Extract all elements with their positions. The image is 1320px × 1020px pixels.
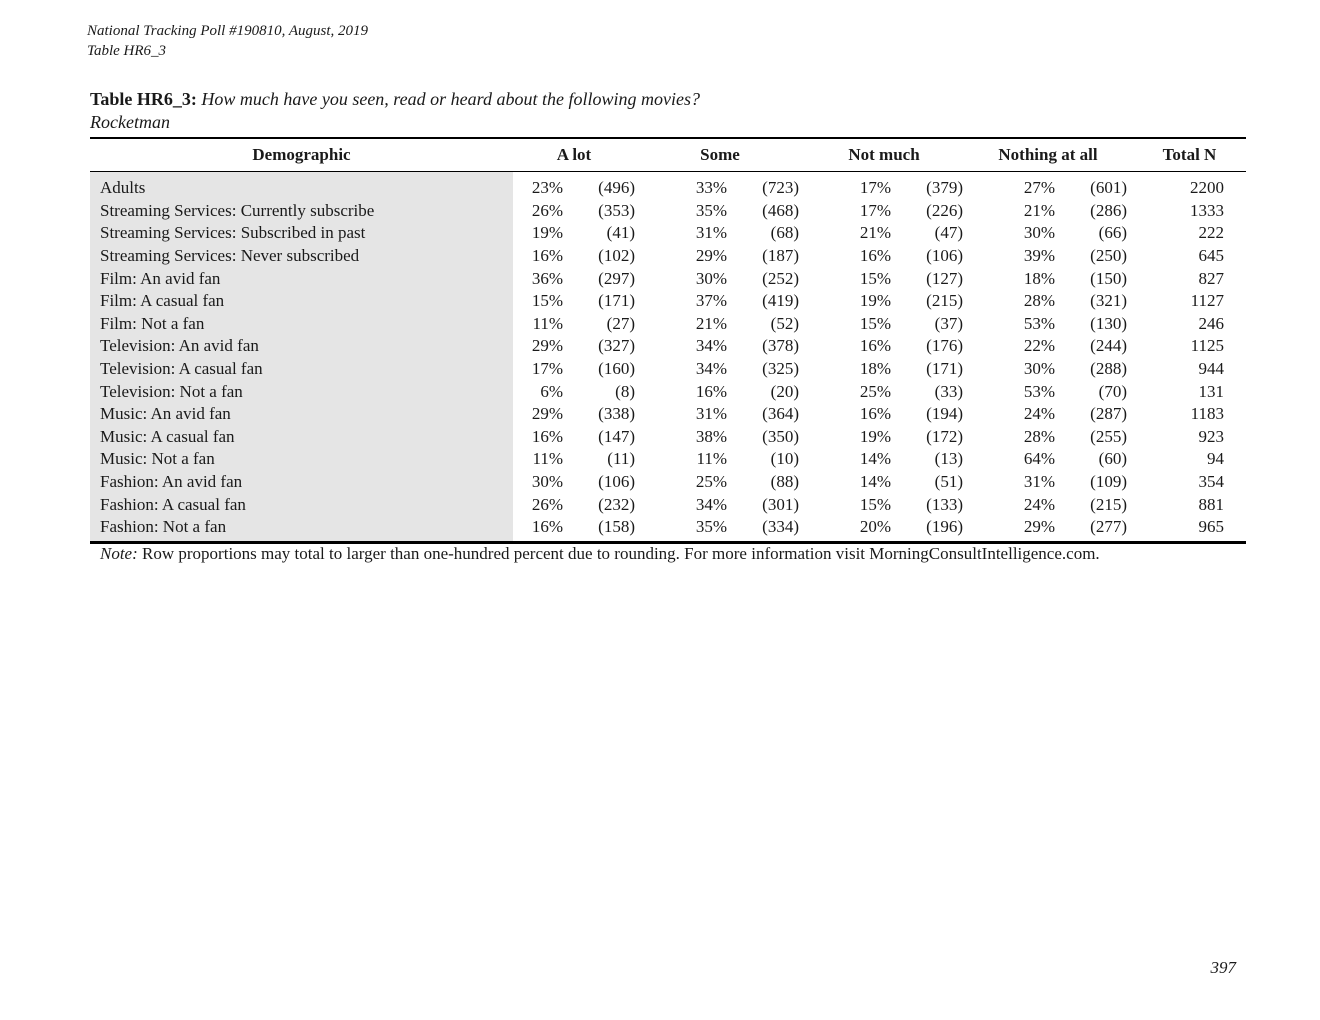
table-row: [90, 267, 1246, 290]
nothing-pct: 30%: [1023, 223, 1055, 243]
a-lot-pct: 6%: [540, 381, 563, 401]
nothing-pct: 28%: [1023, 426, 1055, 446]
not-much-count: (379): [926, 178, 963, 198]
nothing-count: (66): [1098, 223, 1127, 243]
not-much-count: (127): [926, 268, 963, 288]
a-lot-pct: 30%: [531, 472, 563, 492]
nothing-count: (601): [1090, 178, 1127, 198]
a-lot-pct: 19%: [531, 223, 563, 243]
some-count: (419): [762, 291, 799, 311]
some-pct: 29%: [695, 246, 727, 266]
a-lot-count: (147): [598, 426, 635, 446]
not-much-count: (106): [926, 246, 963, 266]
some-count: (334): [762, 517, 799, 537]
table-row: [90, 448, 1246, 471]
not-much-count: (215): [926, 291, 963, 311]
a-lot-pct: 16%: [531, 246, 563, 266]
not-much-count: (13): [934, 449, 963, 469]
table-question: How much have you seen, read or heard about the following movies?: [201, 89, 700, 109]
nothing-pct: 53%: [1023, 381, 1055, 401]
crosstab-table: [90, 137, 1246, 544]
a-lot-count: (27): [606, 313, 635, 333]
some-pct: 35%: [695, 517, 727, 537]
row-label: Fashion: Not a fan: [90, 516, 513, 542]
a-lot-pct: 36%: [531, 268, 563, 288]
some-pct: 34%: [695, 359, 727, 379]
not-much-count: (176): [926, 336, 963, 356]
some-count: (68): [770, 223, 799, 243]
not-much-pct: 15%: [859, 313, 891, 333]
not-much-pct: 20%: [859, 517, 891, 537]
row-label: Adults: [90, 172, 513, 200]
nothing-count: (130): [1090, 313, 1127, 333]
total-n: 965: [1198, 517, 1224, 537]
nothing-count: (250): [1090, 246, 1127, 266]
nothing-pct: 30%: [1023, 359, 1055, 379]
some-pct: 33%: [695, 178, 727, 198]
col-header-total-n: Total N: [1133, 138, 1246, 172]
not-much-pct: 15%: [859, 268, 891, 288]
nothing-count: (109): [1090, 472, 1127, 492]
col-header-some: Some: [641, 138, 799, 172]
nothing-pct: 39%: [1023, 246, 1055, 266]
table-row: [90, 200, 1246, 223]
a-lot-count: (158): [598, 517, 635, 537]
a-lot-count: (297): [598, 268, 635, 288]
table-row: [90, 380, 1246, 403]
col-header-nothing-at-all: Nothing at all: [969, 138, 1127, 172]
nothing-pct: 53%: [1023, 313, 1055, 333]
nothing-pct: 31%: [1023, 472, 1055, 492]
a-lot-pct: 17%: [531, 359, 563, 379]
nothing-count: (288): [1090, 359, 1127, 379]
row-label: Music: A casual fan: [90, 426, 513, 449]
table-title-label: Table HR6_3:: [90, 89, 197, 109]
row-label: Film: Not a fan: [90, 313, 513, 336]
some-pct: 11%: [696, 449, 727, 469]
row-label: Film: A casual fan: [90, 290, 513, 313]
not-much-count: (171): [926, 359, 963, 379]
nothing-count: (70): [1098, 381, 1127, 401]
table-row: [90, 172, 1246, 200]
col-header-not-much: Not much: [805, 138, 963, 172]
not-much-count: (133): [926, 494, 963, 514]
table-row: [90, 471, 1246, 494]
table-subtitle: Rocketman: [90, 112, 170, 132]
a-lot-count: (338): [598, 404, 635, 424]
some-count: (378): [762, 336, 799, 356]
table-row: [90, 335, 1246, 358]
row-label: Television: Not a fan: [90, 380, 513, 403]
some-count: (187): [762, 246, 799, 266]
not-much-pct: 25%: [859, 381, 891, 401]
page-number: 397: [1210, 958, 1236, 977]
a-lot-pct: 11%: [532, 313, 563, 333]
not-much-pct: 17%: [859, 200, 891, 220]
footnote: [100, 543, 1100, 565]
row-label: Music: Not a fan: [90, 448, 513, 471]
header-row: [90, 138, 1246, 172]
a-lot-count: (11): [607, 449, 635, 469]
row-label: Television: A casual fan: [90, 358, 513, 381]
nothing-pct: 21%: [1023, 200, 1055, 220]
table-row: [90, 493, 1246, 516]
footnote-label: Note:: [100, 544, 138, 563]
not-much-pct: 17%: [859, 178, 891, 198]
nothing-count: (286): [1090, 200, 1127, 220]
some-pct: 31%: [695, 404, 727, 424]
table-row: [90, 403, 1246, 426]
table-row: [90, 426, 1246, 449]
total-n: 222: [1198, 223, 1224, 243]
nothing-pct: 22%: [1023, 336, 1055, 356]
total-n: 2200: [1190, 178, 1224, 198]
not-much-pct: 21%: [859, 223, 891, 243]
total-n: 923: [1198, 426, 1224, 446]
total-n: 354: [1198, 472, 1224, 492]
some-count: (350): [762, 426, 799, 446]
poll-header: National Tracking Poll #190810, August, 2019: [87, 23, 368, 39]
nothing-count: (287): [1090, 404, 1127, 424]
some-pct: 16%: [695, 381, 727, 401]
nothing-pct: 27%: [1023, 178, 1055, 198]
not-much-count: (226): [926, 200, 963, 220]
nothing-pct: 24%: [1023, 494, 1055, 514]
some-count: (364): [762, 404, 799, 424]
table-row: [90, 516, 1246, 542]
total-n: 881: [1198, 494, 1224, 514]
some-pct: 38%: [695, 426, 727, 446]
a-lot-count: (171): [598, 291, 635, 311]
not-much-pct: 19%: [859, 426, 891, 446]
nothing-pct: 64%: [1023, 449, 1055, 469]
some-count: (88): [770, 472, 799, 492]
a-lot-pct: 23%: [531, 178, 563, 198]
col-header-demographic: Demographic: [90, 138, 513, 172]
some-pct: 35%: [695, 200, 727, 220]
nothing-count: (60): [1098, 449, 1127, 469]
not-much-pct: 16%: [859, 336, 891, 356]
some-count: (301): [762, 494, 799, 514]
a-lot-count: (353): [598, 200, 635, 220]
a-lot-count: (8): [615, 381, 635, 401]
a-lot-pct: 16%: [531, 426, 563, 446]
table-row: [90, 313, 1246, 336]
not-much-pct: 14%: [859, 472, 891, 492]
not-much-pct: 18%: [859, 359, 891, 379]
a-lot-pct: 29%: [531, 336, 563, 356]
some-pct: 37%: [695, 291, 727, 311]
a-lot-count: (41): [606, 223, 635, 243]
row-label: Fashion: An avid fan: [90, 471, 513, 494]
table-title: [90, 88, 700, 134]
not-much-pct: 14%: [859, 449, 891, 469]
nothing-pct: 29%: [1023, 517, 1055, 537]
row-label: Television: An avid fan: [90, 335, 513, 358]
not-much-count: (33): [934, 381, 963, 401]
table-row: [90, 290, 1246, 313]
nothing-count: (244): [1090, 336, 1127, 356]
some-pct: 30%: [695, 268, 727, 288]
some-pct: 34%: [695, 494, 727, 514]
table-row: [90, 245, 1246, 268]
not-much-count: (51): [934, 472, 963, 492]
nothing-pct: 18%: [1023, 268, 1055, 288]
not-much-pct: 16%: [859, 246, 891, 266]
some-pct: 21%: [695, 313, 727, 333]
row-label: Streaming Services: Currently subscribe: [90, 200, 513, 223]
row-label: Film: An avid fan: [90, 267, 513, 290]
some-count: (252): [762, 268, 799, 288]
row-label: Streaming Services: Never subscribed: [90, 245, 513, 268]
nothing-count: (215): [1090, 494, 1127, 514]
row-label: Fashion: A casual fan: [90, 493, 513, 516]
total-n: 827: [1198, 268, 1224, 288]
total-n: 246: [1198, 313, 1224, 333]
some-pct: 31%: [695, 223, 727, 243]
some-pct: 34%: [695, 336, 727, 356]
col-header-a-lot: A lot: [513, 138, 635, 172]
a-lot-pct: 26%: [531, 200, 563, 220]
some-count: (468): [762, 200, 799, 220]
some-count: (20): [770, 381, 799, 401]
a-lot-pct: 11%: [532, 449, 563, 469]
nothing-pct: 24%: [1023, 404, 1055, 424]
total-n: 1333: [1190, 200, 1224, 220]
a-lot-count: (102): [598, 246, 635, 266]
table-row: [90, 358, 1246, 381]
nothing-count: (277): [1090, 517, 1127, 537]
row-label: Music: An avid fan: [90, 403, 513, 426]
total-n: 1127: [1190, 291, 1224, 311]
some-count: (723): [762, 178, 799, 198]
some-count: (52): [770, 313, 799, 333]
nothing-count: (150): [1090, 268, 1127, 288]
total-n: 645: [1198, 246, 1224, 266]
table-id-header: Table HR6_3: [87, 43, 167, 59]
a-lot-count: (496): [598, 178, 635, 198]
nothing-count: (321): [1090, 291, 1127, 311]
not-much-count: (172): [926, 426, 963, 446]
some-count: (325): [762, 359, 799, 379]
a-lot-pct: 16%: [531, 517, 563, 537]
not-much-count: (37): [934, 313, 963, 333]
some-count: (10): [770, 449, 799, 469]
not-much-count: (196): [926, 517, 963, 537]
not-much-count: (47): [934, 223, 963, 243]
total-n: 1125: [1190, 336, 1224, 356]
some-pct: 25%: [695, 472, 727, 492]
table-row: [90, 222, 1246, 245]
a-lot-pct: 29%: [531, 404, 563, 424]
a-lot-count: (232): [598, 494, 635, 514]
a-lot-pct: 15%: [531, 291, 563, 311]
total-n: 94: [1207, 449, 1224, 469]
not-much-pct: 15%: [859, 494, 891, 514]
a-lot-count: (327): [598, 336, 635, 356]
a-lot-count: (160): [598, 359, 635, 379]
total-n: 944: [1198, 359, 1224, 379]
row-label: Streaming Services: Subscribed in past: [90, 222, 513, 245]
total-n: 1183: [1190, 404, 1224, 424]
not-much-pct: 19%: [859, 291, 891, 311]
nothing-pct: 28%: [1023, 291, 1055, 311]
a-lot-count: (106): [598, 472, 635, 492]
nothing-count: (255): [1090, 426, 1127, 446]
a-lot-pct: 26%: [531, 494, 563, 514]
footnote-text: Row proportions may total to larger than one-hundred percent due to rounding. For more information visit MorningConsultIntelligence.com.: [142, 544, 1100, 563]
total-n: 131: [1198, 381, 1224, 401]
not-much-pct: 16%: [859, 404, 891, 424]
not-much-count: (194): [926, 404, 963, 424]
